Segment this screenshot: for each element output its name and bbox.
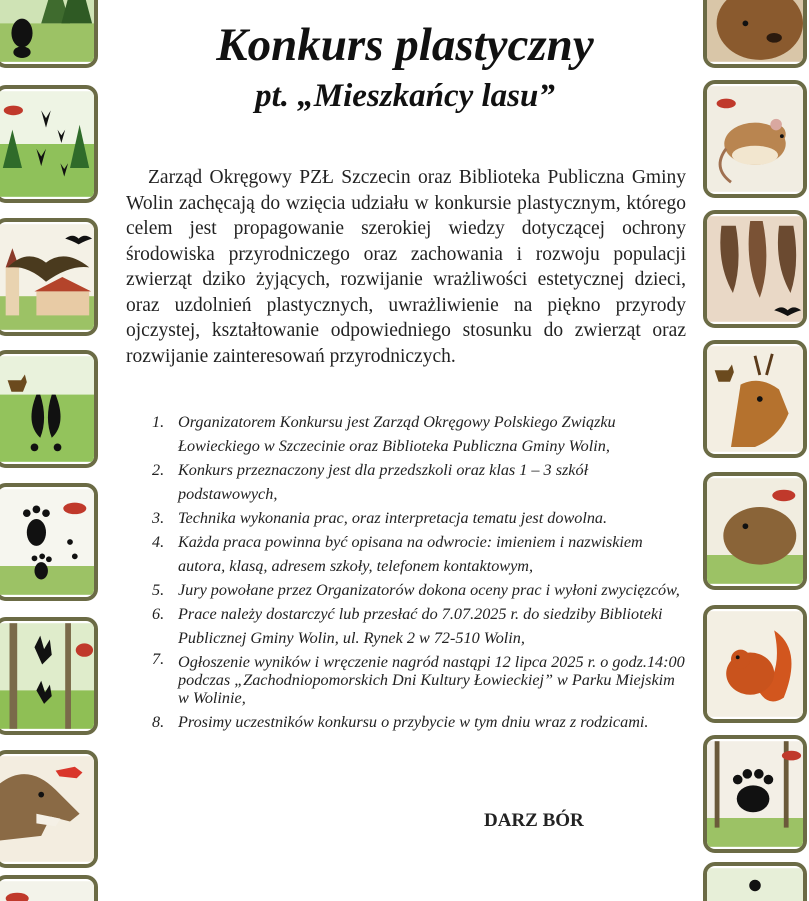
rule-item: 7. Ogłoszenie wyników i wręczenie nagród nastąpi 12 lipca 2025 r. o godz.14:00 podczas „Zachodniopomorskich Dni Kultury Łowieckiej” w Parku Miejskim w Wolinie, <box>152 650 685 707</box>
tile-pawprint-field <box>0 483 98 601</box>
hanging-bats-icon <box>707 214 803 324</box>
roe-deer-icon <box>707 344 803 454</box>
bird-tracks-icon <box>0 89 94 199</box>
tile-bat-village <box>0 218 98 336</box>
squirrel-icon <box>707 609 803 719</box>
rule-item: 6. Prace należy dostarczyć lub przesłać do 7.07.2025 r. do siedziby Biblioteki Publicznej Gminy Wolin, ul. Rynek 2 w 72-510 Wolin, <box>152 605 663 647</box>
tile-bottom-left <box>0 875 98 901</box>
tile-wolf <box>0 750 98 868</box>
animal-mini-icon <box>707 866 803 901</box>
mouse-icon <box>707 84 803 194</box>
hoofprint-forest-icon <box>0 0 94 64</box>
poster-title: Konkurs plastyczny <box>216 19 594 71</box>
tile-bottom-right <box>703 862 807 901</box>
tile-bats-hanging <box>703 210 807 328</box>
rule-item: 5. Jury powołane przez Organizatorów dokona oceny prac i wyłoni zwycięzców, <box>152 581 680 599</box>
right-tile-column <box>703 0 809 901</box>
intro-paragraph: Zarząd Okręgowy PZŁ Szczecin oraz Biblioteka Publiczna Gminy Wolin zachęcają do wzięcia udziału w konkursie plastycznym, którego celem jest propagowanie szerokiej wiedzy dotyczącej ochrony środowiska przyrodniczego oraz zachowania i rozwoju populacji zwierząt dziko żyjących, rozwijanie wrażliwości estetycznej dzieci, oraz uzdolnień plastycznych, uwrażliwienie na piękno przyrody ojczystej, kształtowanie odpowiedniego stosunku do zwierząt oraz rozwijanie zainteresowań przyrodniczych. <box>126 167 686 367</box>
poster-content <box>120 0 690 901</box>
bat-icon <box>0 222 94 332</box>
rule-item: 8. Prosimy uczestników konkursu o przybycie w tym dniu wraz z rodzicami. <box>152 713 649 731</box>
rule-item: 3. Technika wykonania prac, oraz interpretacja tematu jest dowolna. <box>152 509 608 527</box>
tile-hoofprint-forest <box>0 0 98 68</box>
tile-deer-hoofprint <box>0 350 98 468</box>
tile-beaver <box>703 472 807 590</box>
deer-hoofprint-icon <box>0 354 94 464</box>
fox-mini-icon <box>0 879 94 901</box>
tile-roe-deer <box>703 340 807 458</box>
tile-bear-pawprint <box>703 735 807 853</box>
rule-item: 2. Konkurs przeznaczony jest dla przedszkoli oraz klas 1 – 3 szkół podstawowych, <box>152 461 589 503</box>
wolf-icon <box>0 754 94 864</box>
tile-squirrel <box>703 605 807 723</box>
tile-squirrel-tracks <box>0 617 98 735</box>
rule-item: 4. Każda praca powinna być opisana na odwrocie: imieniem i nazwiskiem autora, klasą, adresem szkoły, telefonem kontaktowym, <box>152 533 643 575</box>
bear-icon <box>707 0 803 64</box>
tile-mouse-tracks <box>0 85 98 203</box>
rules-list <box>142 410 687 734</box>
rule-item: 1. Organizatorem Konkursu jest Zarząd Okręgowy Polskiego Związku Łowieckiego w Szczecinie oraz Biblioteka Publiczna Gminy Wolin, <box>152 413 616 455</box>
signoff: DARZ BÓR <box>484 810 584 831</box>
tile-bear <box>703 0 807 68</box>
left-tile-column <box>0 0 104 901</box>
beaver-icon <box>707 476 803 586</box>
poster-subtitle: pt. „Mieszkańcy lasu” <box>255 78 555 114</box>
squirrel-tracks-icon <box>0 621 94 731</box>
pawprint-icon <box>0 487 94 597</box>
tile-mouse <box>703 80 807 198</box>
bear-pawprint-icon <box>707 739 803 849</box>
